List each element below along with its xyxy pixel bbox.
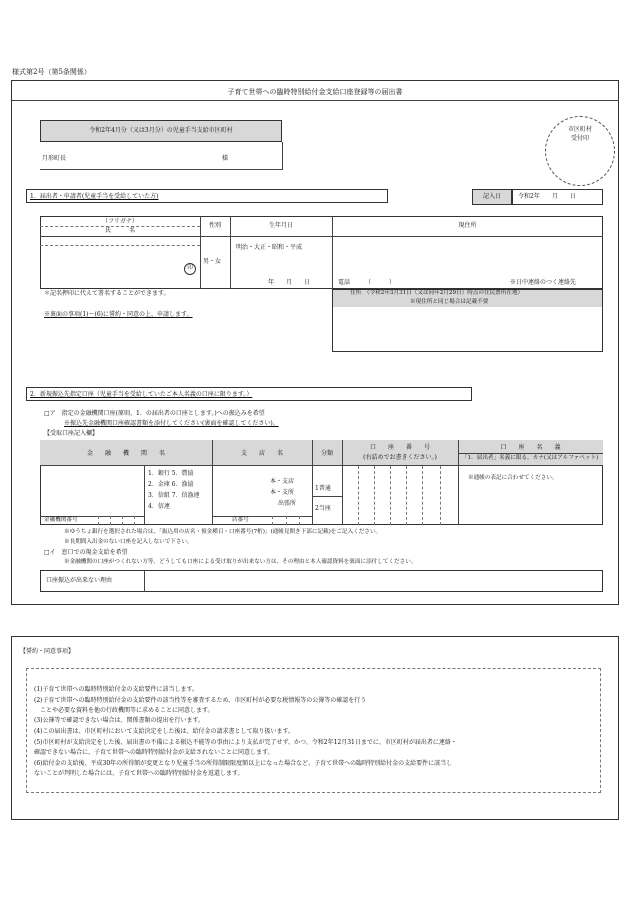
col-address: 現住所 — [458, 222, 477, 229]
birth-ymd: 年 月 日 — [268, 279, 311, 286]
oath-item-6b: ないことが判明した場合には、子育て世帯への臨時特別給付金を返還します。 — [34, 770, 244, 777]
col-account-number-note: (右詰めでお書きください。) — [363, 454, 437, 461]
bank-type-2: 2．金庫 6．漁協 — [148, 481, 194, 488]
col-class: 分類 — [320, 450, 333, 457]
no-transfer-reason-label: 口座振込が出来ない理由 — [46, 577, 113, 584]
oath-item-2: (2)子育て世帯への臨時特別給付金の支給要件の該当性等を審査するため、市区町村が必要な税情報等の公簿等の確認を行う — [34, 697, 367, 704]
bank-type-3: 3．信組 7．信漁連 — [148, 492, 200, 499]
no-transfer-reason-box[interactable] — [40, 570, 603, 592]
branch-type-3: 出張所 — [278, 500, 297, 507]
era-options: 明治・大正・昭和・平成 — [236, 244, 303, 251]
class-divider — [312, 496, 342, 497]
digit-divider-6 — [440, 466, 441, 525]
col-account-number: 口 座 番 号 — [369, 444, 430, 451]
seal-icon — [184, 263, 196, 275]
digit-divider-2 — [374, 466, 375, 525]
holder-header-divider — [458, 453, 603, 454]
bank-type-4: 4．信連 — [148, 503, 170, 510]
bank-type-1: 1．銀行 5．農協 — [148, 470, 194, 477]
seal-note: ＊記名押印に代えて署名することができます。 — [44, 290, 170, 297]
form-number: 様式第2号（第5条関係） — [12, 68, 91, 76]
branch-code-row — [212, 516, 312, 517]
seal-char: 印 — [187, 265, 193, 271]
digit-divider-4 — [406, 466, 407, 525]
col-gender: 性別 — [208, 222, 221, 229]
col-furigana: （フリガナ） — [102, 218, 138, 225]
form-title: 子育て世帯への臨時特別給付金支給口座登録等の届出書 — [227, 88, 403, 96]
furigana-entry-divider — [40, 245, 200, 246]
applicant-header-divider — [40, 236, 603, 237]
col-account-holder: 口 座 名 義 — [500, 444, 561, 451]
col-birth: 生年月日 — [268, 222, 293, 229]
bank-code-d2 — [110, 516, 111, 525]
section2-title: 2．新規振込先指定口座（児童手当を受給していたご本人名義の口座に限ります。） — [30, 391, 253, 398]
option-b-note: ※金融機関の口座がつくれない方等、どうしても口座による受け取りが出来ない方は、その理由と本人確認資料を裏面に添付してください。 — [64, 559, 417, 565]
addressee-right-border — [282, 142, 283, 170]
phone-label: 電話 （ ） — [338, 279, 396, 286]
title-divider — [11, 100, 619, 101]
oath-title: 【誓約・同意事項】 — [20, 648, 75, 655]
no-transfer-divider — [144, 570, 145, 592]
reference-address-note: ※現住所と同じ場合は記載不要 — [410, 299, 489, 305]
mayor-honorific: 様 — [222, 155, 229, 162]
option-a[interactable]: □ア 指定の金融機関口座(原則、1．の届出者の口座とします。)への振込みを希望 — [44, 410, 265, 417]
bank-code-d4 — [134, 516, 135, 525]
class-ordinary: 1普通 — [315, 485, 331, 492]
municipality-header: 令和2年4月分（又は3月分）の児童手当支給市区町村 — [89, 127, 233, 134]
oath-note: ※裏面の事項(1)～(6)に誓約・同意の上、申請します。 — [44, 311, 193, 318]
mayor-name: 月形町長 — [42, 155, 67, 162]
bank-code-d3 — [122, 516, 123, 525]
branch-type-2: 本・支所 — [270, 489, 295, 496]
date-label: 記入日 — [482, 193, 501, 200]
gender-options: 男・女 — [203, 258, 222, 265]
oath-item-5: (5)市区町村が支給決定をした後、届出書の不備による振込不能等の事由により支払が完了せず、かつ、令和2年12月31日までに、市区町村が届出者に連絡・ — [34, 739, 457, 746]
reference-address-label: 住所 （令和2年3月31日（又は同年2月29日）時点の住民票所在地） — [350, 290, 524, 296]
oath-item-1: (1)子育て世帯への臨時特別給付金の支給要件に該当します。 — [34, 686, 199, 693]
stamp-label-line1: 市区町村 — [567, 126, 592, 133]
yucho-note: ※ゆうちょ銀行を選択された場合は、「振込用の店名・預金種目・口座番号(7桁)」(通帳見開き下部に記載)をご記入ください。 — [64, 529, 382, 535]
oath-item-5b: 確認できない場合に、子育て世帯への臨時特別給付金が支給されないことに同意します。 — [34, 749, 274, 756]
branch-code-label: 店番号 — [232, 517, 249, 523]
receive-account-label: 【受取口座記入欄】 — [44, 430, 99, 437]
branch-code-d1 — [272, 516, 273, 525]
option-b[interactable]: □イ 窓口での現金支給を希望 — [44, 549, 128, 556]
oath-item-6: (6)給付金の支給後、平成30年の所得額が変更となり児童手当の所得制限限度額以上になった場合など、子育て世帯への臨時特別給付金の支給要件に該当し — [34, 760, 453, 767]
branch-code-d2 — [286, 516, 287, 525]
col-bank-name: 金 融 機 関 名 — [86, 450, 165, 457]
bank-code-d1 — [98, 516, 99, 525]
bank-type-divider — [144, 466, 145, 525]
reception-stamp-circle — [545, 116, 615, 186]
holder-note-2: ※通帳の表記に合わせてください。 — [468, 475, 558, 481]
holder-note-1: 「1．届出者」名義に限る。カナ(又はアルファベット) — [462, 455, 599, 461]
branch-code-d3 — [299, 516, 300, 525]
digit-divider-5 — [422, 466, 423, 525]
digit-divider-1 — [358, 466, 359, 525]
oath-item-4: (4)この届出書は、市区町村において支給決定をした後は、給付金の請求書として取り扱います。 — [34, 728, 295, 735]
oath-item-3: (3)公簿等で確認できない場合は、関係書類の提出を行います。 — [34, 717, 205, 724]
date-value: 令和2年 月 日 — [518, 193, 576, 200]
option-a-note: ※振込先金融機関口座確認書類を添付してください(裏面を確認してください)。 — [64, 420, 279, 427]
bank-code-label: 金融機関番号 — [44, 517, 78, 523]
class-current: 2当座 — [315, 505, 331, 512]
addressee-underline — [40, 169, 282, 170]
oath-item-2b: ことや必要な資料を他の行政機関等に求めることに同意します。 — [34, 707, 214, 714]
col-branch-name: 支 店 名 — [240, 450, 283, 457]
stamp-label-line2: 受付印 — [570, 135, 589, 142]
branch-type-1: 本・支店 — [270, 478, 295, 485]
daytime-contact-note: ※日中連絡のつく連絡先 — [510, 279, 577, 286]
long-term-note: ※長期間入出金のない口座を記入しないで下さい。 — [64, 539, 193, 545]
col-divider-class — [342, 440, 343, 525]
section1-title: 1．届出者・申請者(児童手当を受給していた方) — [30, 193, 159, 200]
col-name: 氏 名 — [104, 227, 135, 234]
digit-divider-3 — [390, 466, 391, 525]
